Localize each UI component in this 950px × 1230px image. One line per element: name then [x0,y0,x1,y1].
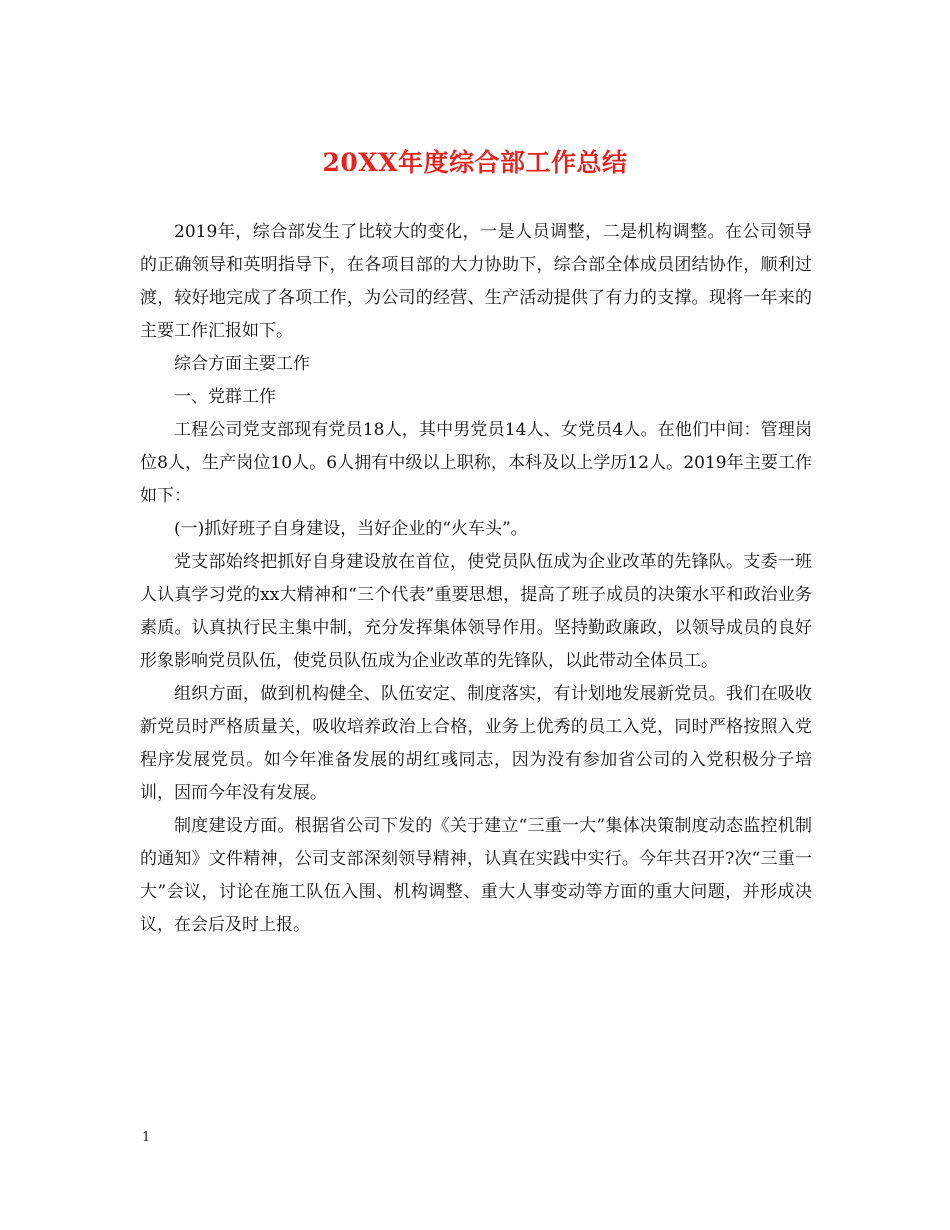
page-number: 1 [142,1130,151,1145]
document-body [140,216,812,942]
paragraph-system-building: 制度建设方面。根据省公司下发的《关于建立“三重一大”集体决策制度动态监控机制的通知》文件精神，公司支部深刻领导精神，认真在实践中实行。今年共召开?次“三重一大”会议，讨论在施工队伍入围、机构调整、重大人事变动等方面的重大问题，并形成决议，在会后及时上报。 [140,816,812,935]
document-title: 20XX年度综合部工作总结 [322,148,628,177]
section-heading-party-work: 一、党群工作 [174,387,276,407]
paragraph-team-building: 党支部始终把抓好自身建设放在首位，使党员队伍成为企业改革的先锋队。支委一班人认真学习党的xx大精神和“三个代表”重要思想，提高了班子成员的决策水平和政治业务素质。认真执行民主集中制，充分发挥集体领导作用。坚持勤政廉政，以领导成员的良好形象影响党员队伍，使党员队伍成为企业改革的先锋队，以此带动全体员工。 [140,552,812,671]
subheading-team-building: (一)抓好班子自身建设，当好企业的“火车头”。 [174,519,528,539]
paragraph-organization: 组织方面，做到机构健全、队伍安定、制度落实，有计划地发展新党员。我们在吸收新党员时严格质量关，吸收培养政治上合格，业务上优秀的员工入党，同时严格按照入党程序发展党员。如今年准备发展的胡红彧同志，因为没有参加省公司的入党积极分子培训，因而今年没有发展。 [140,684,812,803]
section-heading-general: 综合方面主要工作 [174,354,310,374]
paragraph-party-members: 工程公司党支部现有党员18人，其中男党员14人、女党员4人。在他们中间：管理岗位8人，生产岗位10人。6人拥有中级以上职称，本科及以上学历12人。2019年主要工作如下： [140,420,812,506]
paragraph-intro: 2019年，综合部发生了比较大的变化，一是人员调整，二是机构调整。在公司领导的正确领导和英明指导下，在各项目部的大力协助下，综合部全体成员团结协作，顺利过渡，较好地完成了各项工作，为公司的经营、生产活动提供了有力的支撑。现将一年来的主要工作汇报如下。 [140,222,812,341]
